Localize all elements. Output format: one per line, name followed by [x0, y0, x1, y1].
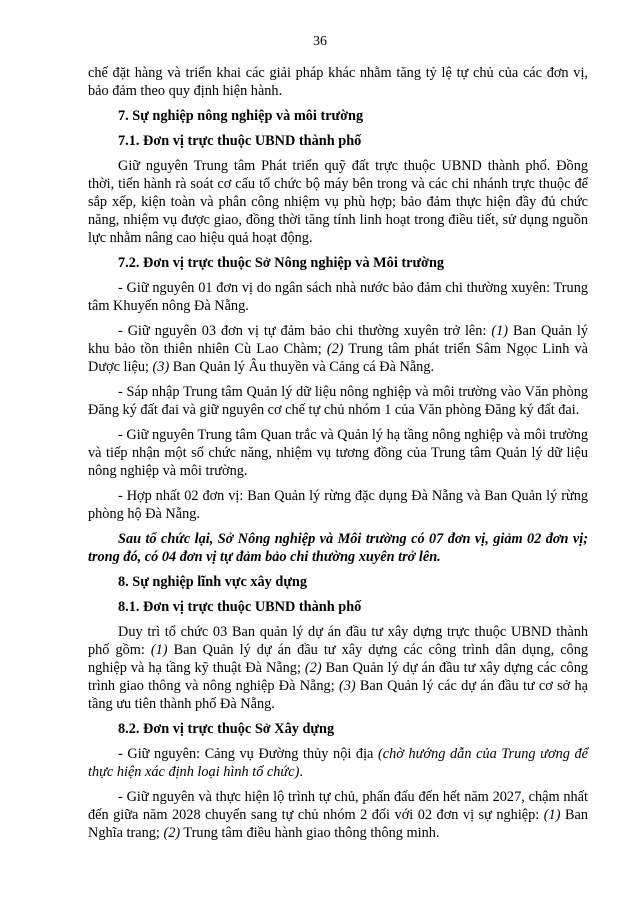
text: - Giữ nguyên và thực hiện lộ trình tự chủ, phấn đấu đến hết năm 2027, chậm nhất đến giữa năm 2028 chuyển sang tự chủ nhóm 2 đối với 02 đơn vị sự nghiệp:: [88, 789, 588, 823]
item-number: (1): [150, 642, 168, 658]
text: Trung tâm phát triển Sâm Ngọc Linh và Dược liệu;: [88, 341, 588, 375]
text: Trung tâm điều hành giao thông thông minh.: [180, 825, 440, 841]
item-number: (1): [543, 807, 561, 823]
page-number: 36: [313, 34, 327, 49]
text: Duy trì tổ chức 03 Ban quản lý dự án đầu tư xây dựng trực thuộc UBND thành phố gồm:: [88, 624, 588, 658]
paragraph-7-2-e: - Hợp nhất 02 đơn vị: Ban Quản lý rừng đặc dụng Đà Nẵng và Ban Quản lý rừng phòng hộ Đà Nẵng.: [88, 488, 588, 522]
document-body: [88, 64, 588, 849]
paragraph-8-2-a: [88, 745, 588, 781]
subsection-heading-8-2: 8.2. Đơn vị trực thuộc Sở Xây dựng: [118, 721, 335, 737]
item-number: (3): [152, 359, 170, 375]
paragraph-8-1: [88, 623, 588, 713]
section-heading-8: 8. Sự nghiệp lĩnh vực xây dựng: [118, 574, 308, 590]
paragraph-7-1: Giữ nguyên Trung tâm Phát triển quỹ đất trực thuộc UBND thành phố. Đồng thời, tiến hành rà soát cơ cấu tổ chức bộ máy bên trong và các chi nhánh trực thuộc để sắp xếp, kiện toàn và phân công nhiệm vụ phù hợp; bảo đảm thực hiện đầy đủ chức năng, nhiệm vụ được giao, đồng thời tăng tính linh hoạt trong điều tiết, sử dụng nguồn lực nhằm nâng cao hiệu quả hoạt động.: [88, 158, 588, 246]
text: Ban Quản lý Âu thuyền và Cảng cá Đà Nẵng.: [169, 359, 435, 375]
text: Ban Quản lý khu bảo tồn thiên nhiên Cù Lao Chàm;: [88, 323, 588, 357]
paragraph-continuation: chế đặt hàng và triển khai các giải pháp khác nhằm tăng tỷ lệ tự chủ của các đơn vị, bảo đảm theo quy định hiện hành.: [88, 65, 588, 99]
text: - Giữ nguyên 03 đơn vị tự đảm bảo chi thường xuyên trở lên:: [118, 323, 492, 339]
subsection-heading-7-1: 7.1. Đơn vị trực thuộc UBND thành phố: [118, 133, 362, 149]
summary-7-2: Sau tổ chức lại, Sở Nông nghiệp và Môi trường có 07 đơn vị, giảm 02 đơn vị; trong đó, có 04 đơn vị tự đảm bảo chi thường xuyên trở lên.: [88, 531, 588, 565]
text: .: [299, 764, 303, 780]
item-number: (1): [491, 323, 509, 339]
paragraph-7-2-c: - Sáp nhập Trung tâm Quản lý dữ liệu nông nghiệp và môi trường vào Văn phòng Đăng ký đất đai và giữ nguyên cơ chế tự chủ nhóm 1 của Văn phòng Đăng ký đất đai.: [88, 384, 588, 418]
item-number: (2): [326, 341, 344, 357]
subsection-heading-8-1: 8.1. Đơn vị trực thuộc UBND thành phố: [118, 599, 362, 615]
item-number: (3): [338, 678, 356, 694]
subsection-heading-7-2: 7.2. Đơn vị trực thuộc Sở Nông nghiệp và Môi trường: [118, 255, 445, 271]
text: Ban Quản lý dự án đầu tư xây dựng các công trình dân dụng, công nghiệp và hạ tầng kỹ thuật Đà Nẵng;: [88, 642, 588, 676]
section-heading-7: 7. Sự nghiệp nông nghiệp và môi trường: [118, 108, 364, 124]
paragraph-8-2-b: [88, 788, 588, 842]
text: - Giữ nguyên: Cảng vụ Đường thủy nội địa: [118, 746, 379, 762]
text: Ban Nghĩa trang;: [88, 807, 588, 841]
paragraph-7-2-a: - Giữ nguyên 01 đơn vị do ngân sách nhà nước bảo đảm chi thường xuyên: Trung tâm Khuyến nông Đà Nẵng.: [88, 280, 588, 314]
item-number: (2): [304, 660, 322, 676]
paragraph-7-2-b: [88, 322, 588, 376]
text: Ban Quản lý dự án đầu tư xây dựng các công trình giao thông và nông nghiệp Đà Nẵng;: [88, 660, 588, 694]
item-number: (2): [163, 825, 181, 841]
italic-note: (chờ hướng dẫn của Trung ương để thực hiện xác định loại hình tổ chức): [88, 746, 589, 780]
text: Ban Quản lý các dự án đầu tư cơ sở hạ tầng ưu tiên thành phố Đà Nẵng.: [88, 678, 588, 712]
paragraph-7-2-d: - Giữ nguyên Trung tâm Quan trắc và Quản lý hạ tầng nông nghiệp và môi trường và tiếp nhận một số chức năng, nhiệm vụ tương đồng của Trung tâm Quản lý dữ liệu nông nghiệp và môi trường.: [88, 427, 588, 479]
